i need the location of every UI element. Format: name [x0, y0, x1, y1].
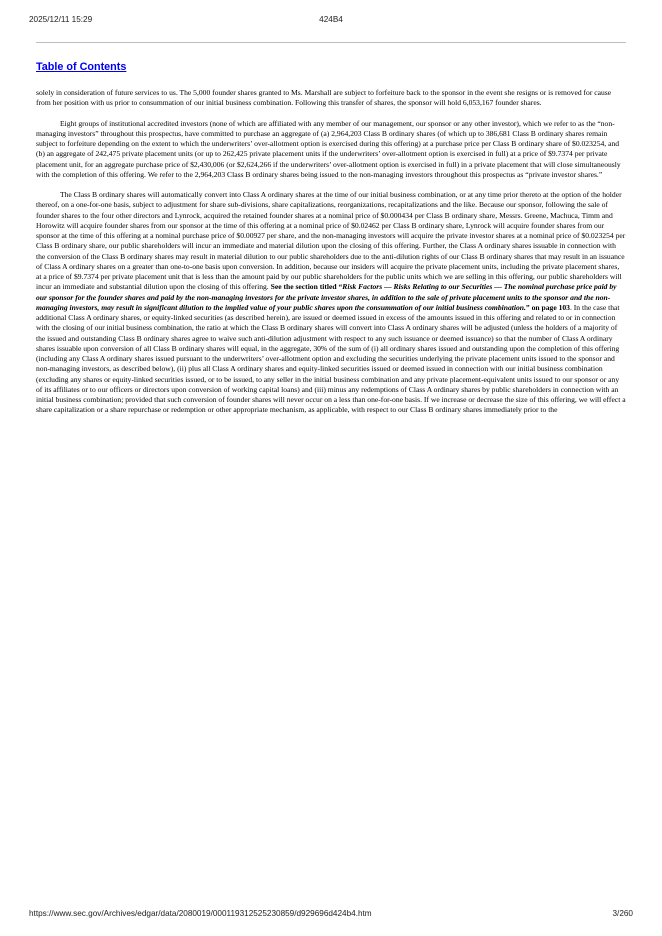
- conversion-text-part2: . In the case that additional Class A ordinary shares, or equity-linked securities (as described herein), are issued or deemed issued in excess of the amounts issued in this offering and related to or in connection with the closing of our initial business combination, the ratio at which the Class B ordinary shares will convert into Class A ordinary shares will be adjusted (unless the holders of a majority of the issued and outstanding Class B ordinary shares agree to waive such anti-dilution adjustment with respect to any such issuance or deemed issuance) so that the number of Class A ordinary shares issuable upon conversion of all Class B ordinary shares will equal, in the aggregate, 30% of the sum of (i) all ordinary shares issued and outstanding upon the completion of this offering (including any Class A ordinary shares issued pursuant to the underwriters’ over-allotment option and excluding the securities underlying the private placement units issued to the sponsor and non-managing investors, as described below), (ii) plus all Class A ordinary shares and equity-linked securities issued or deemed issued in connection with our initial business combination (excluding any shares or equity-linked securities issued, or to be issued, to any seller in the initial business combination and any private placement-equivalent units issued to our sponsor or any of its affiliates or to our officers or directors upon conversion of working capital loans) and (iii) minus any redemptions of Class A ordinary shares by public shareholders in connection with an initial business combination; provided that such conversion of founder shares will never occur on a less than one-for-one basis. If we increase or decrease the size of this offering, we will effect a share capitalization or a share repurchase or redemption or other appropriate mechanism, as applicable, with respect to our Class B ordinary shares immediately prior to the: [36, 302, 626, 415]
- table-of-contents-link[interactable]: Table of Contents: [36, 61, 127, 73]
- risk-factor-reference-page: ” on page 103: [525, 302, 570, 312]
- paragraph-non-managing-investors: Eight groups of institutional accredited investors (none of which are affiliated with any member of our management, our sponsor or any other investor), which we refer to as the “non-managing investors” throughout this prospectus, have committed to purchase an aggregate of (a) 2,964,203 Class B ordinary shares (of which up to 386,681 Class B ordinary shares remain subject to forfeiture depending on the extent to which the underwriters’ over-allotment option is exercised during this offering) at a purchase price per Class B ordinary share of $0.023254, and (b) an aggregate of 242,475 private placement units (or up to 262,425 private placement units if the underwriters’ over-allotment option is exercised in full) at a price of $9.7374 per private placement unit, for an aggregate purchase price of $2,430,006 (or $2,624,266 if the underwriters’ over-allotment option is exercised in full) in a private placement that will close simultaneously with the completion of this offering. We refer to the 2,964,203 Class B ordinary shares being issued to the non-managing investors throughout this prospectus as “private investor shares.”: [36, 118, 621, 179]
- print-header: [29, 15, 633, 27]
- source-url: https://www.sec.gov/Archives/edgar/data/2080019/000119312525230859/d929696d424b4.htm: [29, 909, 372, 918]
- conversion-text-part1: The Class B ordinary shares will automatically convert into Class A ordinary shares at the time of our initial business combination, or at any time prior thereto at the option of the holder thereof, on a one-for-one basis, subject to adjustment for share sub-divisions, share capitalizations, reorganizations, recapitalizations and the like. Because our sponsor, following the sale of founder shares to the four other directors and Lynrock, acquired the retained founder shares at a nominal price of $0.000434 per Class B ordinary share, Messrs. Greene, Machuca, Timm and Horowitz will acquire founder shares from our sponsor at the time of this offering at a nominal price of $0.02462 per Class B ordinary share, Lynrock will acquire founder shares from our sponsor at the time of this offering at a nominal purchase price of $0.00927 per share, and the non-managing investors will acquire the private investor shares at a nominal price of $0.023254 per Class B ordinary share, our public shareholders will incur an immediate and material dilution upon the closing of this offering. Further, the Class A ordinary shares issuable in connection with the conversion of the Class B ordinary shares may result in material dilution to our public shareholders due to the anti-dilution rights of our Class B ordinary shares that may result in an issuance of Class A ordinary shares on a greater than one-to-one basis upon conversion. In addition, because our insiders will acquire the private placement units, including the private placement shares, at a price of $9.7374 per private placement unit that is less than the amount paid by our public shareholders for the public units which we are selling in this offering, our public shareholders will incur an immediate and substantial dilution upon the closing of this offering.: [36, 190, 626, 292]
- risk-factor-reference-lead: See the section titled “: [270, 282, 343, 292]
- page-counter: 3/260: [612, 909, 633, 918]
- print-datetime: 2025/12/11 15:29: [29, 15, 93, 24]
- header-divider: [36, 42, 626, 43]
- risk-factor-reference-title: Risk Factors — Risks Relating to our Securities — The nominal purchase price paid by our sponsor for the founder shares and paid by the non-managing investors for the private investor shares, in addition to the sale of private placement units to the sponsor and the non-managing investors, may result in significant dilution to the implied value of your public shares upon the consummation of our initial business combination.: [36, 282, 617, 312]
- print-footer: [29, 909, 633, 921]
- paragraph-founder-shares-transfer: solely in consideration of future services to us. The 5,000 founder shares granted to Ms. Marshall are subject to forfeiture back to the sponsor in the event she resigns or is removed for cause from her position with us prior to consummation of our initial business combination. Following this transfer of shares, the sponsor will hold 6,053,167 founder shares.: [36, 88, 612, 108]
- document-type: 424B4: [319, 15, 343, 24]
- paragraph-class-b-conversion: [36, 190, 626, 416]
- document-body: [36, 88, 626, 426]
